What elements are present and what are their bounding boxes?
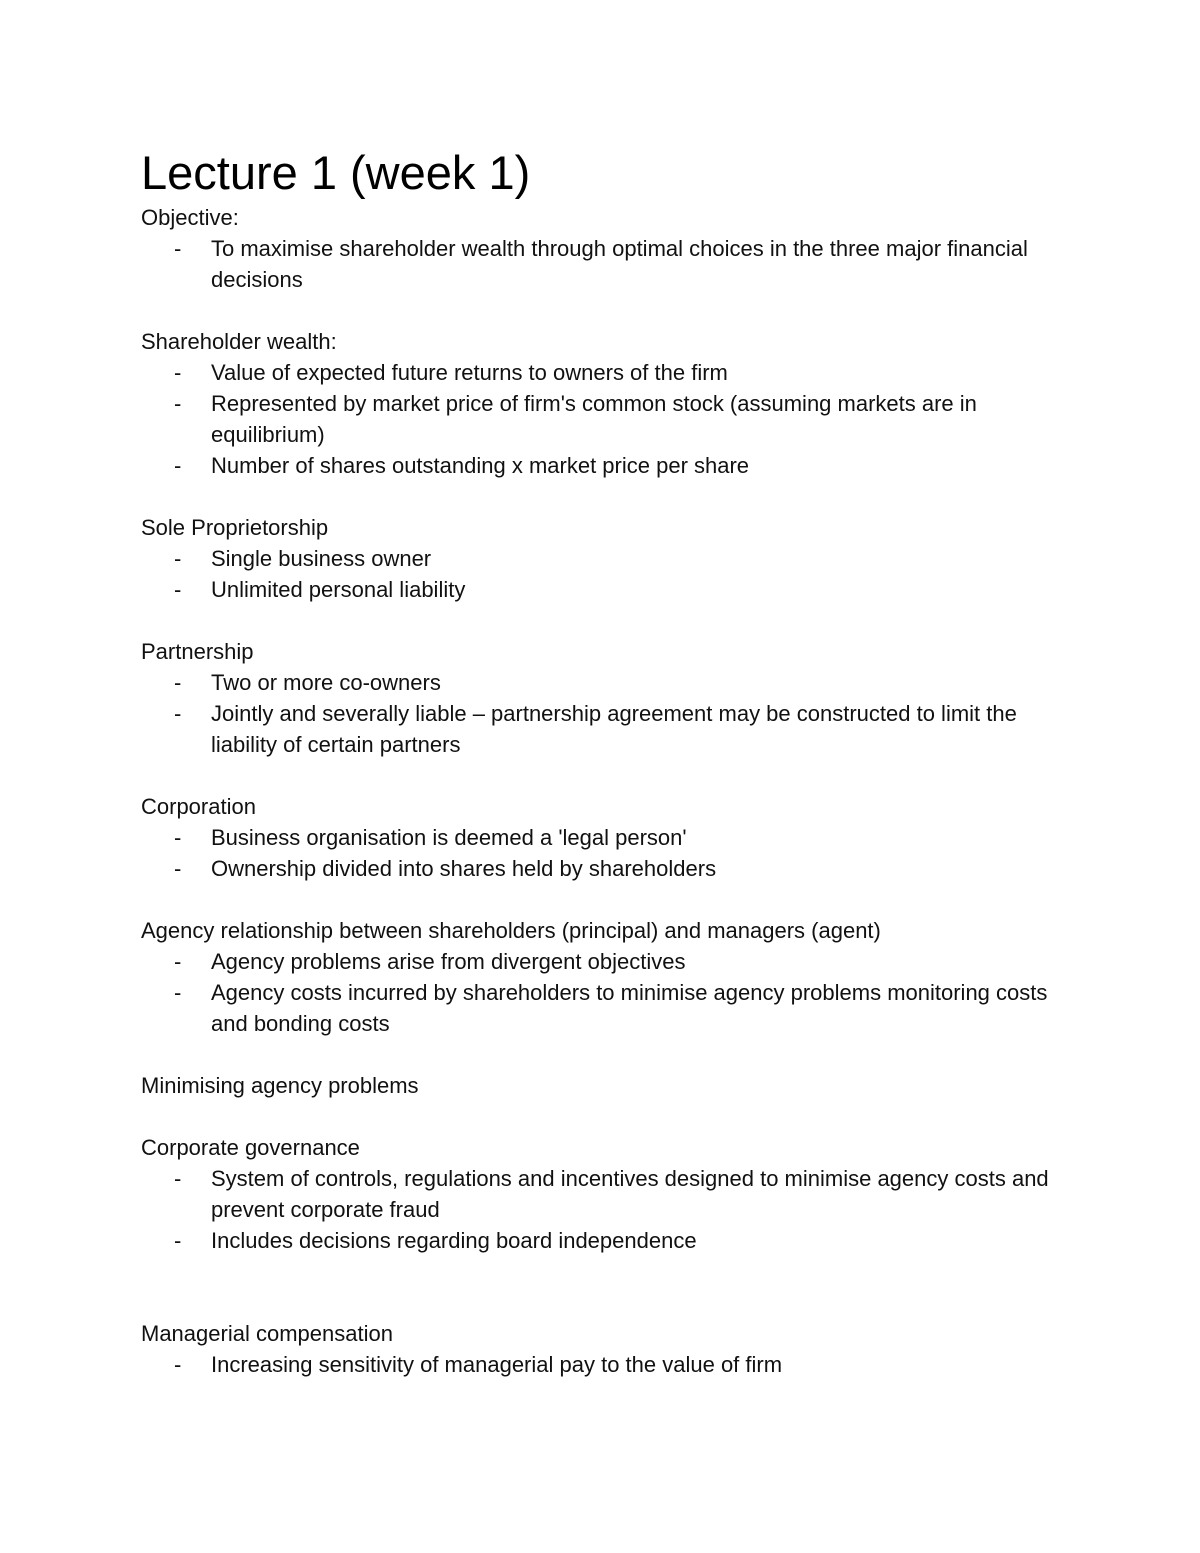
dash-bullet-icon: - [174,825,182,850]
list-item [141,574,1081,605]
bullet-list [141,667,1081,760]
list-item-text: To maximise shareholder wealth through optimal choices in the three major financial decisions [211,236,1028,292]
dash-bullet-icon: - [174,949,182,974]
section-heading: Minimising agency problems [141,1073,419,1098]
list-item [141,1225,1081,1256]
list-item [141,946,1081,977]
bullet-list [141,1349,1081,1380]
dash-bullet-icon: - [174,701,182,726]
dash-bullet-icon: - [174,453,182,478]
list-item-text: Jointly and severally liable – partnership agreement may be constructed to limit the liability of certain partners [211,701,1017,757]
list-item [141,233,1081,295]
bullet-list [141,543,1081,605]
list-item-text: Includes decisions regarding board independence [211,1228,697,1253]
list-item-text: Ownership divided into shares held by shareholders [211,856,717,881]
list-item [141,450,1081,481]
dash-bullet-icon: - [174,1166,182,1191]
list-item [141,667,1081,698]
list-item [141,977,1081,1039]
list-item [141,1349,1081,1380]
section-heading: Partnership [141,639,254,664]
section-heading: Objective: [141,205,239,230]
section [141,202,1081,295]
list-item [141,388,1081,450]
section-heading: Sole Proprietorship [141,515,329,540]
list-item [141,822,1081,853]
dash-bullet-icon: - [174,856,182,881]
section-heading: Shareholder wealth: [141,329,337,354]
list-item-text: Single business owner [211,546,432,571]
section [141,1132,1081,1256]
section-heading: Corporation [141,794,256,819]
dash-bullet-icon: - [174,360,182,385]
bullet-list [141,946,1081,1039]
list-item [141,698,1081,760]
list-item [141,1163,1081,1225]
bullet-list [141,233,1081,295]
bullet-list [141,1163,1081,1256]
dash-bullet-icon: - [174,980,182,1005]
bullet-list [141,822,1081,884]
section [141,1318,1081,1380]
list-item-text: Agency costs incurred by shareholders to minimise agency problems monitoring costs and bonding costs [211,980,1048,1036]
list-item-text: Value of expected future returns to owners of the firm [211,360,728,385]
dash-bullet-icon: - [174,577,182,602]
dash-bullet-icon: - [174,1228,182,1253]
section-heading: Corporate governance [141,1135,360,1160]
section-heading: Managerial compensation [141,1321,393,1346]
list-item-text: System of controls, regulations and incentives designed to minimise agency costs and prevent corporate fraud [211,1166,1049,1222]
section [141,791,1081,884]
list-item [141,853,1081,884]
list-item-text: Represented by market price of firm's common stock (assuming markets are in equilibrium) [211,391,977,447]
section [141,326,1081,481]
dash-bullet-icon: - [174,670,182,695]
bullet-list [141,357,1081,481]
section-heading: Agency relationship between shareholders (principal) and managers (agent) [141,918,881,943]
list-item-text: Business organisation is deemed a 'legal person' [211,825,687,850]
section [141,1070,1081,1101]
section [141,636,1081,760]
dash-bullet-icon: - [174,1352,182,1377]
dash-bullet-icon: - [174,236,182,261]
dash-bullet-icon: - [174,546,182,571]
document-body [141,202,1081,1380]
list-item-text: Agency problems arise from divergent objectives [211,949,686,974]
list-item-text: Increasing sensitivity of managerial pay to the value of firm [211,1352,783,1377]
section [141,512,1081,605]
document-title: Lecture 1 (week 1) [141,146,531,199]
dash-bullet-icon: - [174,391,182,416]
list-item [141,357,1081,388]
document-page [141,142,1081,1380]
list-item-text: Unlimited personal liability [211,577,466,602]
list-item-text: Two or more co-owners [211,670,441,695]
list-item-text: Number of shares outstanding x market price per share [211,453,750,478]
section [141,915,1081,1039]
list-item [141,543,1081,574]
